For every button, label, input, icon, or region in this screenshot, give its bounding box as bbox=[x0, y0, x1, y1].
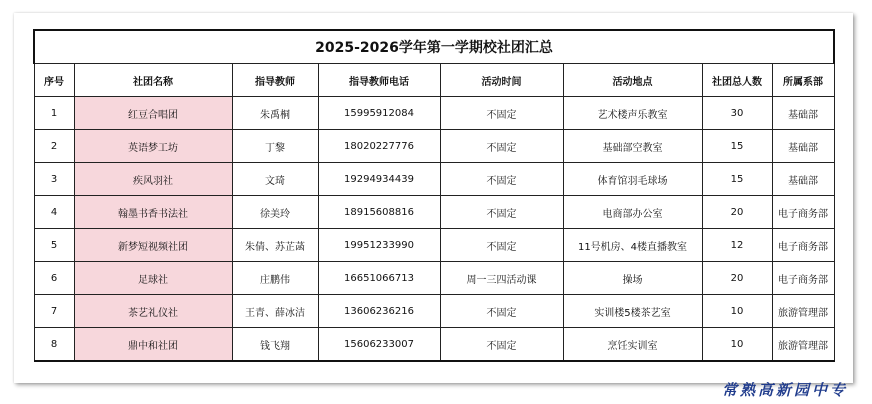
activity-location-cell: 操场 bbox=[563, 262, 702, 295]
title-row bbox=[34, 30, 834, 64]
teacher-phone-cell: 19951233990 bbox=[318, 229, 440, 262]
activity-time-cell: 不固定 bbox=[440, 196, 563, 229]
activity-time-cell: 不固定 bbox=[440, 163, 563, 196]
teacher-cell: 王青、薛冰洁 bbox=[232, 295, 318, 328]
header-cell-department: 所属系部 bbox=[772, 64, 834, 97]
header-cell-index: 序号 bbox=[34, 64, 74, 97]
department-cell: 电子商务部 bbox=[772, 196, 834, 229]
table-row bbox=[34, 196, 834, 229]
teacher-cell: 丁黎 bbox=[232, 130, 318, 163]
club-name-cell: 茶艺礼仪社 bbox=[74, 295, 232, 328]
department-cell: 电子商务部 bbox=[772, 262, 834, 295]
activity-location-cell: 电商部办公室 bbox=[563, 196, 702, 229]
index-cell: 3 bbox=[34, 163, 74, 196]
department-cell: 电子商务部 bbox=[772, 229, 834, 262]
teacher-phone-cell: 18915608816 bbox=[318, 196, 440, 229]
member-count-cell: 15 bbox=[702, 130, 772, 163]
activity-time-cell: 周一三四活动课 bbox=[440, 262, 563, 295]
table-row bbox=[34, 97, 834, 130]
table-row bbox=[34, 295, 834, 328]
teacher-phone-cell: 13606236216 bbox=[318, 295, 440, 328]
index-cell: 6 bbox=[34, 262, 74, 295]
index-cell: 8 bbox=[34, 328, 74, 362]
club-summary-table bbox=[33, 29, 835, 362]
club-name-cell: 翰墨书香书法社 bbox=[74, 196, 232, 229]
index-cell: 7 bbox=[34, 295, 74, 328]
department-cell: 旅游管理部 bbox=[772, 328, 834, 362]
header-cell-teacher-phone: 指导教师电话 bbox=[318, 64, 440, 97]
table-row bbox=[34, 262, 834, 295]
teacher-cell: 徐美玲 bbox=[232, 196, 318, 229]
teacher-phone-cell: 18020227776 bbox=[318, 130, 440, 163]
table-row bbox=[34, 130, 834, 163]
department-cell: 旅游管理部 bbox=[772, 295, 834, 328]
teacher-cell: 庄鹏伟 bbox=[232, 262, 318, 295]
spreadsheet-sheet bbox=[14, 13, 853, 383]
member-count-cell: 10 bbox=[702, 295, 772, 328]
index-cell: 5 bbox=[34, 229, 74, 262]
teacher-cell: 钱飞翔 bbox=[232, 328, 318, 362]
club-name-cell: 新梦短视频社团 bbox=[74, 229, 232, 262]
header-row bbox=[34, 64, 834, 97]
member-count-cell: 20 bbox=[702, 196, 772, 229]
school-name-signature: 常熟高新园中专 bbox=[721, 381, 848, 399]
member-count-cell: 12 bbox=[702, 229, 772, 262]
header-cell-teacher: 指导教师 bbox=[232, 64, 318, 97]
teacher-cell: 朱禹桐 bbox=[232, 97, 318, 130]
club-name-cell: 足球社 bbox=[74, 262, 232, 295]
activity-location-cell: 11号机房、4楼直播教室 bbox=[563, 229, 702, 262]
club-name-cell: 英语梦工坊 bbox=[74, 130, 232, 163]
activity-time-cell: 不固定 bbox=[440, 328, 563, 362]
header-cell-activity-time: 活动时间 bbox=[440, 64, 563, 97]
club-name-cell: 红豆合唱团 bbox=[74, 97, 232, 130]
activity-time-cell: 不固定 bbox=[440, 130, 563, 163]
club-name-cell: 鼎中和社团 bbox=[74, 328, 232, 362]
header-cell-member-count: 社团总人数 bbox=[702, 64, 772, 97]
department-cell: 基础部 bbox=[772, 97, 834, 130]
member-count-cell: 30 bbox=[702, 97, 772, 130]
header-cell-club-name: 社团名称 bbox=[74, 64, 232, 97]
table-body bbox=[34, 30, 834, 361]
table-row bbox=[34, 229, 834, 262]
activity-time-cell: 不固定 bbox=[440, 295, 563, 328]
teacher-cell: 文琦 bbox=[232, 163, 318, 196]
department-cell: 基础部 bbox=[772, 130, 834, 163]
teacher-cell: 朱倩、苏芷菡 bbox=[232, 229, 318, 262]
header-cell-activity-location: 活动地点 bbox=[563, 64, 702, 97]
activity-time-cell: 不固定 bbox=[440, 229, 563, 262]
table-row bbox=[34, 328, 834, 362]
teacher-phone-cell: 15606233007 bbox=[318, 328, 440, 362]
activity-location-cell: 体育馆羽毛球场 bbox=[563, 163, 702, 196]
index-cell: 2 bbox=[34, 130, 74, 163]
activity-location-cell: 实训楼5楼茶艺室 bbox=[563, 295, 702, 328]
member-count-cell: 10 bbox=[702, 328, 772, 362]
activity-location-cell: 烹饪实训室 bbox=[563, 328, 702, 362]
activity-time-cell: 不固定 bbox=[440, 97, 563, 130]
activity-location-cell: 基础部空教室 bbox=[563, 130, 702, 163]
member-count-cell: 15 bbox=[702, 163, 772, 196]
table-title: 2025-2026学年第一学期校社团汇总 bbox=[34, 30, 834, 64]
index-cell: 1 bbox=[34, 97, 74, 130]
teacher-phone-cell: 16651066713 bbox=[318, 262, 440, 295]
index-cell: 4 bbox=[34, 196, 74, 229]
teacher-phone-cell: 19294934439 bbox=[318, 163, 440, 196]
teacher-phone-cell: 15995912084 bbox=[318, 97, 440, 130]
department-cell: 基础部 bbox=[772, 163, 834, 196]
table-row bbox=[34, 163, 834, 196]
member-count-cell: 20 bbox=[702, 262, 772, 295]
club-name-cell: 疾风羽社 bbox=[74, 163, 232, 196]
activity-location-cell: 艺术楼声乐教室 bbox=[563, 97, 702, 130]
